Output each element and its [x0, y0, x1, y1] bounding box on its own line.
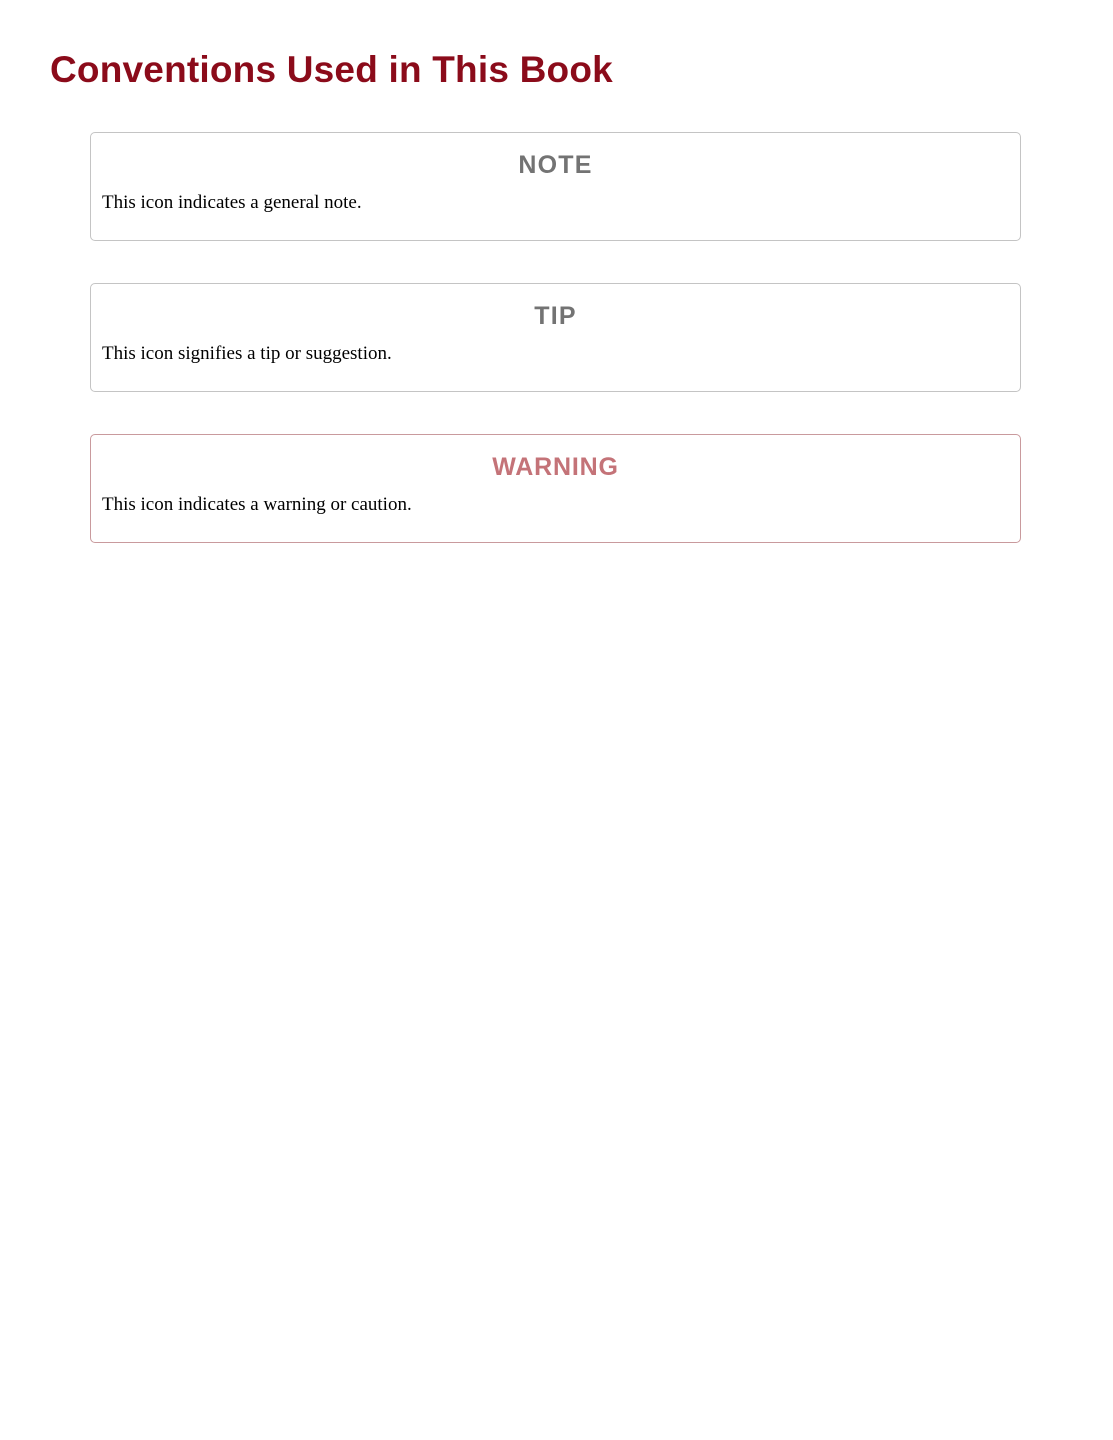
tip-text: This icon signifies a tip or suggestion. [102, 343, 392, 364]
warning-text: This icon indicates a warning or caution. [102, 494, 412, 515]
tip-heading: TIP [534, 302, 577, 330]
note-heading: NOTE [518, 151, 593, 179]
warning-heading: WARNING [492, 453, 619, 481]
note-box [90, 132, 1021, 241]
page-title: Conventions Used in This Book [50, 49, 613, 90]
tip-box [90, 283, 1021, 392]
warning-box [90, 434, 1021, 543]
note-text: This icon indicates a general note. [102, 192, 362, 213]
